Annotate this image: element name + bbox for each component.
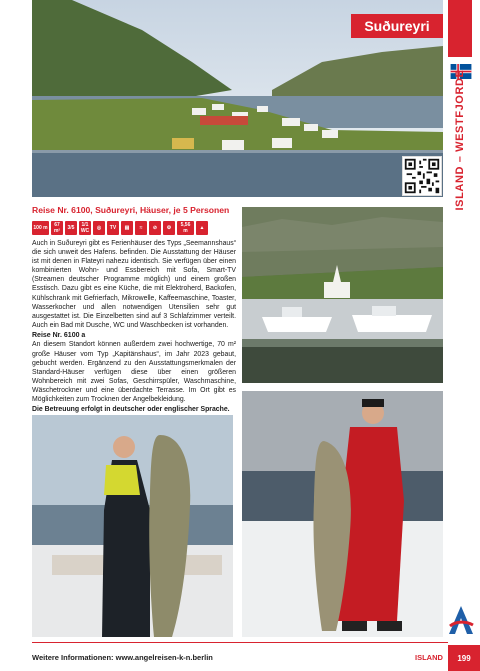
- church-fjord-image: [242, 207, 443, 383]
- washer-icon: ◎: [93, 221, 105, 235]
- section-label: ISLAND – WESTFJORDE: [454, 69, 466, 211]
- side-strip: [448, 0, 480, 671]
- angler-with-cod-photo-2: [242, 391, 443, 637]
- angler-red-suit-image: [242, 391, 443, 637]
- pets-icon: ▲: [196, 221, 208, 235]
- footer-divider: [32, 642, 448, 643]
- tv-icon: TV: [107, 221, 119, 235]
- paragraph-captain-houses: An diesem Standort können außerdem zwei hochwertige, 70 m² große Häuser vom Typ „Kapitänshaus“, im Jahr 2023 gebaut, gebucht werden. Ergänzend zu den Ausstattungsmerkmalen der Standard-Häuser verfügen diese über einen größeren Wohnbereich mit zwei Sofas, Geschirrspüler, Waschmaschine, Wäschetrockner und eine überdachte Terrasse. Im Ort gibt es Möglichkeiten zum Trocknen der Angelbekleidung.: [32, 341, 236, 403]
- area-icon: 67 m²: [51, 221, 63, 235]
- no-smoking-icon: ⊘: [149, 221, 161, 235]
- subheading-6100a: Reise Nr. 6100 a: [32, 331, 86, 339]
- angler-yellow-jacket-image: [32, 415, 233, 637]
- trip-description: [32, 205, 236, 414]
- beds-icon: 3/5: [65, 221, 77, 235]
- distance-icon: 100 m: [32, 221, 49, 235]
- angler-with-cod-photo-1: [32, 415, 233, 637]
- fish-cleaning-icon: ⚙: [163, 221, 175, 235]
- page-number: 199: [448, 645, 480, 671]
- trip-title: Reise Nr. 6100, Suðureyri, Häuser, je 5 Personen: [32, 205, 230, 215]
- strip-red-block: [448, 0, 472, 57]
- footer-country: ISLAND: [415, 653, 443, 662]
- dishwasher-icon: ▤: [121, 221, 133, 235]
- village-church-photo: [242, 207, 443, 383]
- hero-photo-sudureyri: [32, 0, 443, 197]
- language-note: Die Betreuung erfolgt in deutscher oder englischer Sprache.: [32, 406, 230, 414]
- wifi-icon: ≈: [135, 221, 147, 235]
- footer-website-info[interactable]: Weitere Informationen: www.angelreisen-k-n.berlin: [32, 653, 213, 662]
- boat-icon: 5,56 m: [177, 221, 194, 235]
- paragraph-standard-houses: Auch in Suðureyri gibt es Ferienhäuser des Typs „Seemannshaus“ die sich unweit des Hafens. befinden. Die Ausstattung der Häuser ist mit denen in Flateyri nahezu identisch. Sie verfügen über einen kombinierten Wohn- und Essbereich mit Sofa, Smart-TV (Streamen deutscher Programme möglich) und einem großen Esstisch. Dazu gibt es eine Küche, die mit Elektroherd, Backofen, Kühlschrank mit Gefrierfach, Mikrowelle, Kaffeemaschine, Toaster, Wasserkocher und allen notwendigen Utensilien sehr gut ausgestattet ist. Die Einzelbetten sind auf 3 Schlafzimmer verteilt. Auch ein Bad mit Dusche, WC und Waschbecken ist vorhanden.: [32, 240, 236, 329]
- amenity-icons: [32, 221, 236, 235]
- bath-icon: 1/1 WC: [80, 222, 90, 234]
- qr-code[interactable]: [402, 156, 442, 196]
- place-name-banner: Suðureyri: [351, 14, 443, 38]
- angelreisen-logo-icon: [446, 604, 476, 638]
